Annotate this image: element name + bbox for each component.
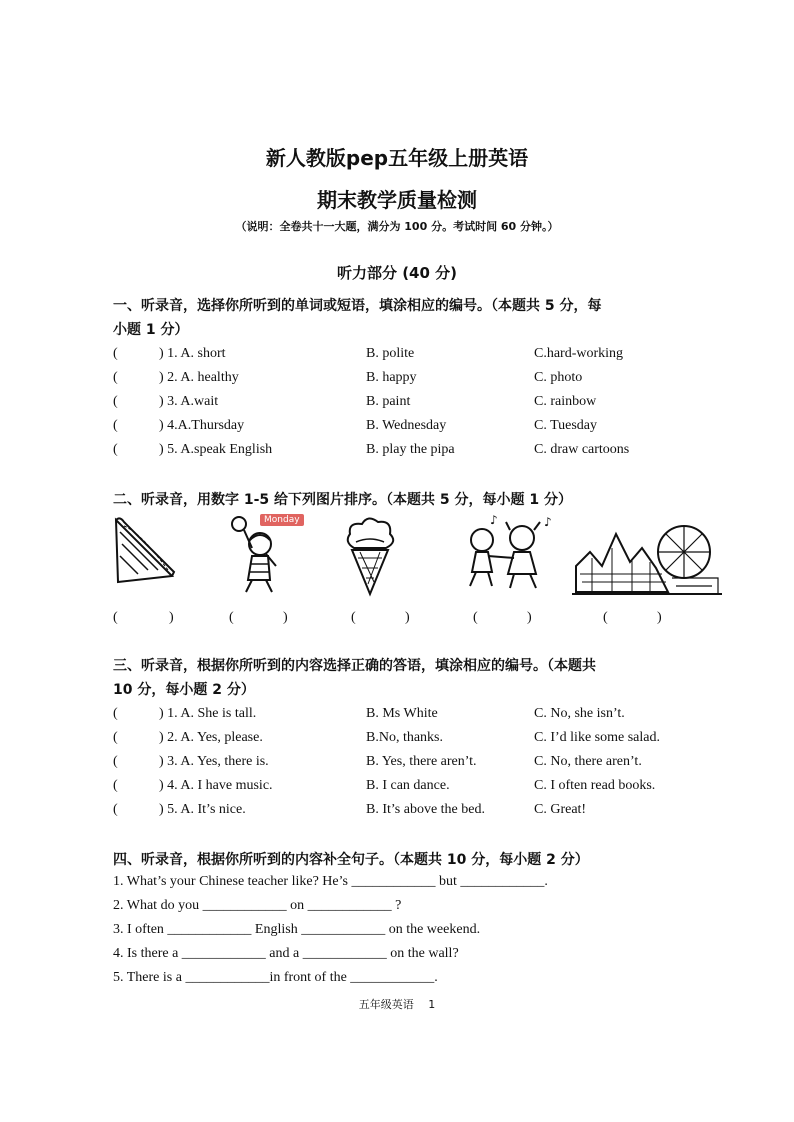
part-heading: 听力部分 (40 分) (336, 264, 458, 282)
sandwich-icon (110, 512, 180, 592)
svg-text:♪: ♪ (544, 515, 552, 529)
option-b: B. paint (366, 394, 411, 409)
blank-open[interactable]: ( (603, 610, 608, 625)
fill-line[interactable]: 3. I often ____________ English ____________ on the weekend. (113, 922, 481, 937)
answer-paren[interactable]: ( (113, 706, 118, 721)
blank-close: ) (405, 610, 410, 625)
question-row (113, 778, 713, 802)
option-a: ) 2. A. healthy (159, 370, 239, 385)
page-footer: 五年级英语 1 (358, 998, 436, 1011)
question-row (113, 370, 713, 394)
question-row (113, 418, 713, 442)
option-c: C. draw cartoons (534, 442, 630, 457)
monday-tag: Monday (260, 514, 304, 526)
answer-paren[interactable]: ( (113, 370, 118, 385)
blank-open[interactable]: ( (229, 610, 234, 625)
fill-line[interactable]: 1. What’s your Chinese teacher like? He’s ____________ but ____________. (113, 874, 548, 889)
blank-open[interactable]: ( (351, 610, 356, 625)
blank-close: ) (169, 610, 174, 625)
answer-paren[interactable]: ( (113, 778, 118, 793)
option-b: B. play the pipa (366, 442, 455, 457)
option-b: B.No, thanks. (366, 730, 443, 745)
answer-paren[interactable]: ( (113, 754, 118, 769)
option-b: B. Ms White (366, 706, 438, 721)
question-row (113, 442, 713, 466)
amusement-park-icon (572, 512, 722, 598)
option-b: B. Yes, there aren’t. (366, 754, 477, 769)
answer-paren[interactable]: ( (113, 730, 118, 745)
fill-line[interactable]: 4. Is there a ____________ and a ____________ on the wall? (113, 946, 459, 961)
question-row (113, 706, 713, 730)
option-c: C.hard-working (534, 346, 624, 361)
section-3-heading (113, 654, 693, 702)
option-b: B. polite (366, 346, 415, 361)
option-c: C. I’d like some salad. (534, 730, 660, 745)
option-a: ) 5. A.speak English (159, 442, 273, 457)
section-1-heading-line2: 小题 1 分） (113, 322, 189, 338)
section-2-heading: 二、听录音，用数字 1-5 给下列图片排序。（本题共 5 分，每小题 1 分） (113, 492, 573, 508)
blank-close: ) (283, 610, 288, 625)
section-1-heading-line1: 一、听录音，选择你所听到的单词或短语，填涂相应的编号。（本题共 5 分，每 (113, 298, 602, 314)
doc-subtitle: 期末教学质量检测 (317, 188, 477, 212)
option-a: ) 5. A. It’s nice. (159, 802, 246, 817)
blank-open[interactable]: ( (113, 610, 118, 625)
option-c: C. Great! (534, 802, 587, 817)
ice-cream-icon (340, 512, 400, 598)
option-a: ) 2. A. Yes, please. (159, 730, 263, 745)
fill-line[interactable]: 2. What do you ____________ on ____________ ? (113, 898, 402, 913)
answer-paren[interactable]: ( (113, 346, 118, 361)
option-a: ) 1. A. She is tall. (159, 706, 257, 721)
option-b: B. I can dance. (366, 778, 450, 793)
child-playing-ball-icon (226, 514, 306, 596)
option-b: B. happy (366, 370, 417, 385)
fill-line[interactable]: 5. There is a ____________in front of the ____________. (113, 970, 438, 985)
exam-note: （说明：全卷共十一大题，满分为 100 分。考试时间 60 分钟。） (235, 220, 559, 233)
answer-paren[interactable]: ( (113, 442, 118, 457)
option-b: B. Wednesday (366, 418, 447, 433)
question-row (113, 802, 713, 826)
option-c: C. photo (534, 370, 583, 385)
option-c: C. rainbow (534, 394, 597, 409)
option-a: ) 1. A. short (159, 346, 226, 361)
blank-close: ) (657, 610, 662, 625)
option-a: ) 3. A.wait (159, 394, 219, 409)
picture-answer-blanks (113, 610, 713, 632)
blank-close: ) (527, 610, 532, 625)
question-row (113, 730, 713, 754)
section-1-heading (113, 294, 693, 342)
question-row (113, 754, 713, 778)
picture-strip (110, 512, 725, 602)
question-row (113, 346, 713, 370)
question-row (113, 394, 713, 418)
section-3-heading-line1: 三、听录音，根据你所听到的内容选择正确的答语，填涂相应的编号。（本题共 (113, 658, 596, 674)
kids-dancing-icon (456, 512, 556, 592)
answer-paren[interactable]: ( (113, 418, 118, 433)
option-a: ) 4.A.Thursday (159, 418, 245, 433)
option-c: C. I often read books. (534, 778, 656, 793)
option-c: C. No, she isn’t. (534, 706, 625, 721)
svg-text:♪: ♪ (490, 513, 498, 527)
option-a: ) 3. A. Yes, there is. (159, 754, 269, 769)
doc-title: 新人教版pep五年级上册英语 (265, 146, 529, 170)
section-3-heading-line2: 10 分，每小题 2 分） (113, 682, 255, 698)
option-b: B. It’s above the bed. (366, 802, 485, 817)
option-c: C. Tuesday (534, 418, 598, 433)
option-c: C. No, there aren’t. (534, 754, 642, 769)
section-4-heading: 四、听录音，根据你所听到的内容补全句子。（本题共 10 分，每小题 2 分） (113, 852, 589, 868)
answer-paren[interactable]: ( (113, 394, 118, 409)
option-a: ) 4. A. I have music. (159, 778, 273, 793)
answer-paren[interactable]: ( (113, 802, 118, 817)
blank-open[interactable]: ( (473, 610, 478, 625)
